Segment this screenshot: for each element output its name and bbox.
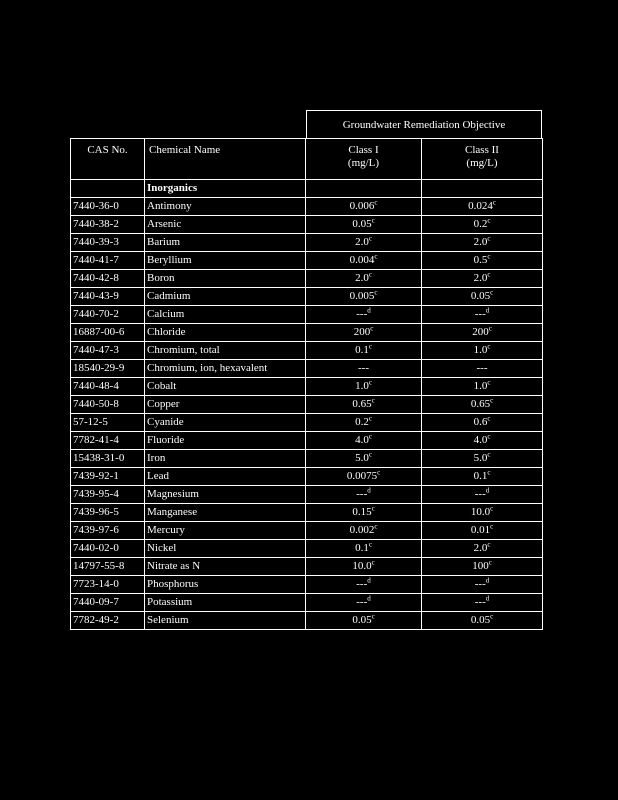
table-row: [71, 558, 543, 576]
class1-value-cell: [306, 288, 422, 306]
chemical-name-cell: Cobalt: [145, 378, 306, 396]
class2-value-cell: [422, 306, 543, 324]
value-text: 0.5: [473, 254, 488, 266]
class2-value-cell: [422, 234, 543, 252]
footnote-marker: c: [487, 234, 491, 243]
footnote-marker: d: [367, 486, 371, 495]
table-row: [71, 198, 543, 216]
class1-value-cell: [306, 432, 422, 450]
value-text: 0.004: [349, 254, 375, 266]
footnote-marker: c: [487, 414, 491, 423]
footnote-marker: c: [488, 324, 492, 333]
class2-value-cell: [422, 450, 543, 468]
class2-value-cell: [422, 504, 543, 522]
chemical-name-cell: Beryllium: [145, 252, 306, 270]
chemical-name-cell: Potassium: [145, 594, 306, 612]
footnote-marker: c: [490, 288, 494, 297]
value-text: 4.0: [355, 434, 369, 446]
class2-value-cell: [422, 288, 543, 306]
class1-label: Class I: [348, 144, 379, 156]
table-row: [71, 360, 543, 378]
value-text: ---: [474, 578, 486, 590]
value-text: 0.01: [470, 524, 491, 536]
cas-number-cell: 7440-09-7: [71, 594, 145, 612]
value-text: 0.0075: [346, 470, 378, 482]
chemical-name-cell: Fluoride: [145, 432, 306, 450]
class2-value-cell: [422, 540, 543, 558]
table-row: [71, 324, 543, 342]
value-text: ---: [476, 362, 488, 374]
footnote-marker: c: [371, 504, 375, 513]
table-row: [71, 432, 543, 450]
footnote-marker: c: [490, 522, 494, 531]
value-text: 0.006: [349, 200, 375, 212]
class2-unit: (mg/L): [466, 157, 498, 169]
class2-value-cell: [422, 414, 543, 432]
value-text: 2.0: [473, 542, 488, 554]
footnote-marker: c: [487, 378, 491, 387]
footnote-marker: c: [368, 432, 372, 441]
chemical-name-cell: Nickel: [145, 540, 306, 558]
class2-value-cell: [422, 594, 543, 612]
value-text: 0.024: [468, 200, 493, 212]
value-text: 2.0: [355, 272, 369, 284]
column-header-class1: [306, 139, 422, 180]
section-row-inorganics: [71, 180, 543, 198]
table-row: [71, 396, 543, 414]
chemical-name-cell: Selenium: [145, 612, 306, 630]
chemical-name-cell: Antimony: [145, 198, 306, 216]
value-text: 5.0: [355, 452, 369, 464]
value-text: 0.005: [349, 290, 375, 302]
footnote-marker: c: [368, 378, 372, 387]
value-text: 0.05: [352, 614, 372, 626]
cas-number-cell: 7440-43-9: [71, 288, 145, 306]
table-row: [71, 594, 543, 612]
class2-value-cell: [422, 270, 543, 288]
value-text: 0.002: [349, 524, 375, 536]
remediation-objectives-table: [70, 138, 543, 630]
footnote-marker: c: [377, 468, 381, 477]
value-text: 5.0: [473, 452, 488, 464]
table-row: [71, 540, 543, 558]
class1-value-cell: [306, 396, 422, 414]
class2-value-cell: [422, 396, 543, 414]
group-header-remediation-objective: Groundwater Remediation Objective: [306, 110, 542, 139]
cas-number-cell: 7439-95-4: [71, 486, 145, 504]
cas-number-cell: 18540-29-9: [71, 360, 145, 378]
chemical-name-cell: Copper: [145, 396, 306, 414]
table-row: [71, 288, 543, 306]
class1-value-cell: [306, 522, 422, 540]
cas-number-cell: 7440-42-8: [71, 270, 145, 288]
class1-value-cell: [306, 306, 422, 324]
table-row: [71, 342, 543, 360]
value-text: ---: [356, 578, 368, 590]
footnote-marker: c: [374, 288, 378, 297]
cas-number-cell: 7440-48-4: [71, 378, 145, 396]
value-text: ---: [474, 308, 486, 320]
class1-value-cell: [306, 342, 422, 360]
footnote-marker: c: [487, 216, 491, 225]
value-text: 0.2: [355, 416, 369, 428]
chemical-name-cell: Iron: [145, 450, 306, 468]
footnote-marker: c: [371, 396, 375, 405]
class1-value-cell: [306, 594, 422, 612]
value-text: 100: [472, 560, 489, 572]
class1-value-cell: [306, 270, 422, 288]
value-text: 0.05: [352, 218, 372, 230]
footnote-marker: d: [367, 576, 371, 585]
class1-value-cell: [306, 558, 422, 576]
value-text: 0.2: [473, 218, 488, 230]
footnote-marker: c: [487, 540, 491, 549]
class1-value-cell: [306, 360, 422, 378]
class2-value-cell: [422, 486, 543, 504]
footnote-marker: c: [370, 324, 374, 333]
footnote-marker: c: [368, 540, 372, 549]
table-row: [71, 414, 543, 432]
chemical-name-cell: Manganese: [145, 504, 306, 522]
chemical-name-cell: Chromium, total: [145, 342, 306, 360]
chemical-name-cell: Cyanide: [145, 414, 306, 432]
cas-number-cell: 7440-02-0: [71, 540, 145, 558]
cas-number-cell: 7440-38-2: [71, 216, 145, 234]
section-label: Inorganics: [145, 180, 306, 198]
footnote-marker: d: [485, 576, 490, 585]
footnote-marker: c: [368, 414, 372, 423]
footnote-marker: d: [367, 594, 371, 603]
cas-number-cell: 57-12-5: [71, 414, 145, 432]
class1-value-cell: [306, 198, 422, 216]
class1-value-cell: [306, 576, 422, 594]
chemical-name-cell: Mercury: [145, 522, 306, 540]
value-text: 1.0: [355, 380, 369, 392]
footnote-marker: c: [490, 504, 494, 513]
value-text: 2.0: [355, 236, 369, 248]
value-text: ---: [474, 488, 486, 500]
class1-value-cell: [306, 450, 422, 468]
footnote-marker: c: [371, 216, 375, 225]
cas-number-cell: 14797-55-8: [71, 558, 145, 576]
chemical-name-cell: Chloride: [145, 324, 306, 342]
class1-value-cell: [306, 414, 422, 432]
table-row: [71, 306, 543, 324]
class1-value-cell: [306, 378, 422, 396]
footnote-marker: d: [485, 306, 490, 315]
cas-number-cell: 7439-97-6: [71, 522, 145, 540]
value-text: ---: [358, 362, 369, 374]
value-text: 0.65: [352, 398, 372, 410]
class2-value-cell: [422, 612, 543, 630]
footnote-marker: d: [485, 594, 490, 603]
value-text: 2.0: [473, 236, 488, 248]
cas-number-cell: 7782-49-2: [71, 612, 145, 630]
table-row: [71, 576, 543, 594]
chemical-name-cell: Chromium, ion, hexavalent: [145, 360, 306, 378]
class2-value-cell: [422, 252, 543, 270]
value-text: 2.0: [473, 272, 488, 284]
value-text: 0.65: [470, 398, 491, 410]
cas-number-cell: 7723-14-0: [71, 576, 145, 594]
value-text: ---: [356, 596, 368, 608]
class2-value-cell: [422, 378, 543, 396]
footnote-marker: c: [487, 342, 491, 351]
cas-number-cell: 7440-70-2: [71, 306, 145, 324]
table-row: [71, 234, 543, 252]
table-row: [71, 216, 543, 234]
cas-number-cell: 7440-47-3: [71, 342, 145, 360]
table-row: [71, 486, 543, 504]
column-header-chemical-name: Chemical Name: [145, 139, 306, 180]
value-text: 1.0: [473, 344, 488, 356]
chemical-name-cell: Calcium: [145, 306, 306, 324]
cas-number-cell: 15438-31-0: [71, 450, 145, 468]
class2-value-cell: [422, 576, 543, 594]
value-text: ---: [356, 308, 368, 320]
table-row: [71, 450, 543, 468]
chemical-name-cell: Boron: [145, 270, 306, 288]
chemical-name-cell: Barium: [145, 234, 306, 252]
class2-value-cell: [422, 432, 543, 450]
footnote-marker: c: [490, 612, 494, 621]
value-text: 1.0: [473, 380, 488, 392]
class1-unit: (mg/L): [347, 157, 380, 169]
class1-value-cell: [306, 234, 422, 252]
cas-number-cell: 7440-36-0: [71, 198, 145, 216]
footnote-marker: c: [490, 396, 494, 405]
footnote-marker: d: [367, 306, 371, 315]
value-text: 0.1: [355, 344, 369, 356]
table-row: [71, 252, 543, 270]
footnote-marker: c: [487, 252, 491, 261]
cas-number-cell: 7440-50-8: [71, 396, 145, 414]
class1-value-cell: [306, 252, 422, 270]
class2-value-cell: [422, 324, 543, 342]
chemical-name-cell: Nitrate as N: [145, 558, 306, 576]
class1-value-cell: [306, 468, 422, 486]
value-text: 0.1: [473, 470, 488, 482]
column-header-cas: CAS No.: [71, 139, 145, 180]
footnote-marker: c: [492, 198, 496, 207]
cas-number-cell: 7439-92-1: [71, 468, 145, 486]
class1-value-cell: [306, 612, 422, 630]
footnote-marker: d: [485, 486, 490, 495]
footnote-marker: c: [487, 450, 491, 459]
cas-number-cell: 7439-96-5: [71, 504, 145, 522]
value-text: 0.05: [470, 290, 491, 302]
class2-label: Class II: [465, 144, 499, 156]
footnote-marker: c: [371, 612, 375, 621]
value-text: 4.0: [473, 434, 488, 446]
footnote-marker: c: [487, 468, 491, 477]
class2-value-cell: [422, 522, 543, 540]
class1-value-cell: [306, 504, 422, 522]
footnote-marker: c: [371, 558, 375, 567]
class2-value-cell: [422, 468, 543, 486]
class1-value-cell: [306, 216, 422, 234]
cas-number-cell: 16887-00-6: [71, 324, 145, 342]
class2-value-cell: [422, 558, 543, 576]
value-text: 0.15: [352, 506, 372, 518]
footnote-marker: c: [368, 270, 372, 279]
cas-number-cell: 7440-41-7: [71, 252, 145, 270]
table-row: [71, 378, 543, 396]
chemical-name-cell: Cadmium: [145, 288, 306, 306]
table-row: [71, 522, 543, 540]
footnote-marker: c: [374, 252, 378, 261]
value-text: 200: [353, 326, 371, 338]
class2-value-cell: [422, 198, 543, 216]
value-text: ---: [356, 488, 368, 500]
header-row: [71, 139, 543, 180]
footnote-marker: c: [488, 558, 492, 567]
value-text: 0.6: [473, 416, 488, 428]
class2-value-cell: [422, 360, 543, 378]
footnote-marker: c: [368, 342, 372, 351]
value-text: 200: [472, 326, 489, 338]
chemical-name-cell: Lead: [145, 468, 306, 486]
footnote-marker: c: [487, 432, 491, 441]
footnote-marker: c: [368, 234, 372, 243]
chemical-name-cell: Arsenic: [145, 216, 306, 234]
class2-value-cell: [422, 216, 543, 234]
class1-value-cell: [306, 540, 422, 558]
chemical-name-cell: Magnesium: [145, 486, 306, 504]
footnote-marker: c: [368, 450, 372, 459]
table-row: [71, 270, 543, 288]
cas-number-cell: 7782-41-4: [71, 432, 145, 450]
table-row: [71, 612, 543, 630]
table-row: [71, 468, 543, 486]
class1-value-cell: [306, 486, 422, 504]
value-text: 10.0: [352, 560, 372, 572]
cas-number-cell: 7440-39-3: [71, 234, 145, 252]
value-text: 0.05: [470, 614, 491, 626]
value-text: 0.1: [355, 542, 369, 554]
table-row: [71, 504, 543, 522]
footnote-marker: c: [487, 270, 491, 279]
column-header-class2: [422, 139, 543, 180]
value-text: 10.0: [470, 506, 491, 518]
footnote-marker: c: [374, 198, 378, 207]
chemical-name-cell: Phosphorus: [145, 576, 306, 594]
value-text: ---: [474, 596, 486, 608]
footnote-marker: c: [374, 522, 378, 531]
class2-value-cell: [422, 342, 543, 360]
class1-value-cell: [306, 324, 422, 342]
